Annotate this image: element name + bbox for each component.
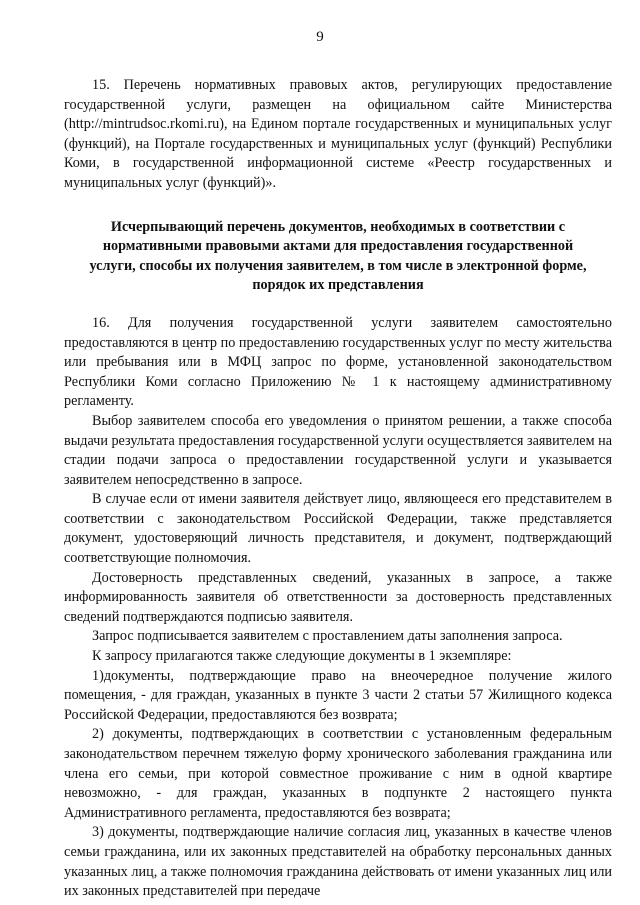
clause-16-paragraph-6: К запросу прилагаются также следующие документы в 1 экземпляре: <box>92 648 512 665</box>
list-item-1: 1)документы, подтверждающие право на внеочередное получение жилого помещения, - для граждан, указанных в пункте 3 части 2 статьи 57 Жилищного кодекса Российской Федерации, предоставляются без возврата; <box>64 667 612 723</box>
section-heading: Исчерпывающий перечень документов, необходимых в соответствии с нормативными правовыми актами для предоставления государственной услуги, способы их получения заявителем, в том числе в электронной форме, порядок их представления <box>89 218 587 294</box>
clause-16-paragraph-3: В случае если от имени заявителя действует лицо, являющееся его представителем в соответствии с законодательством Российской Федерации, также представляется документ, удостоверяющий личность представителя, и документ, подтверждающий соответствующие полномочия. <box>64 491 612 567</box>
clause-16-paragraph-5: Запрос подписывается заявителем с проставлением даты заполнения запроса. <box>92 628 563 645</box>
page-content <box>64 76 612 902</box>
clause-16-paragraph-4: Достоверность представленных сведений, указанных в запросе, а также информированность заявителя об ответственности за достоверность представленных сведений подтверждаются подписью заявителя. <box>64 569 612 625</box>
clause-15-paragraph: 15. Перечень нормативных правовых актов, регулирующих предоставление государственной услуги, размещен на официальном сайте Министерства (http://mintrudsoc.rkomi.ru), на Едином портале государственных и муниципальных услуг (функций), на Портале государственных и муниципальных услуг (функций) Республики Коми, в государственной информационной системе «Реестр государственных и муниципальных услуг (функций)». <box>64 77 612 191</box>
list-item-3: 3) документы, подтверждающие наличие согласия лиц, указанных в качестве членов семьи гражданина, или их законных представителей на обработку персональных данных указанных лиц, а также полномочия гражданина действовать от имени указанных лиц или их законных представителей при передаче <box>64 824 612 900</box>
page-number: 9 <box>316 29 324 45</box>
clause-16-paragraph-2: Выбор заявителем способа его уведомления о принятом решении, а также способа выдачи результата предоставления государственной услуги осуществляется заявителем на стадии подачи запроса о предоставлении государственной услуги и указывается заявителем непосредственно в запросе. <box>64 412 612 488</box>
clause-16-paragraph-1: 16. Для получения государственной услуги заявителем самостоятельно предоставляются в центр по предоставлению государственных услуг по месту жительства или пребывания или в МФЦ запрос по форме, установленной законодательством Республики Коми согласно Приложению № 1 к настоящему административному регламенту. <box>64 314 612 410</box>
list-item-2: 2) документы, подтверждающих в соответствии с установленным федеральным законодательством перечнем тяжелую форму хронического заболевания гражданина или члена его семьи, при которой совместное проживание с ним в одной квартире невозможно, - для граждан, указанных в подпункте 2 настоящего пункта Административного регламента, предоставляются без возврата; <box>64 726 612 821</box>
